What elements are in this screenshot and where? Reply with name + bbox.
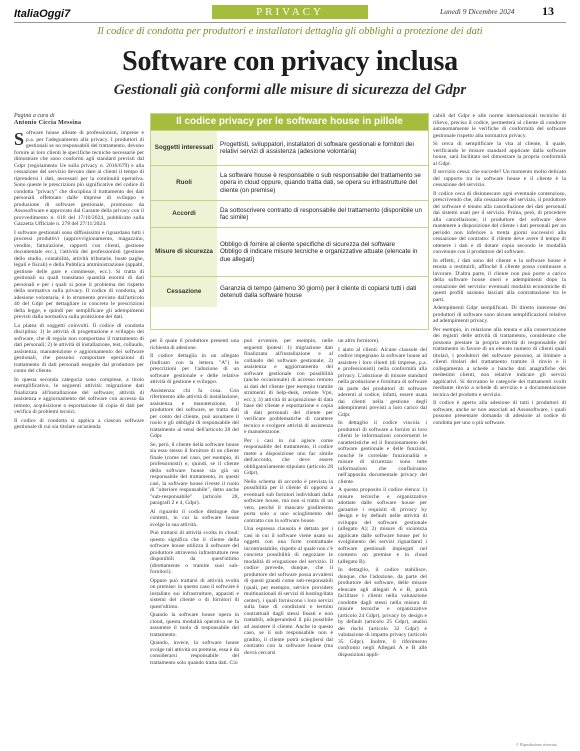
paragraph: Può trattarsi di attività svolta in cloud: questo significa che il cliente della software house utilizza il software del produttore attraverso infrastrutture rese disponibili da quest'ultimo (direttamente o tramite suoi sub-fornitori). [150, 530, 239, 575]
paragraph: Al riguardo il codice distingue due contesti, in cui la software house svolge la sua attività. [150, 508, 239, 528]
paragraph: Il codice dettaglia in un allegato (indicato con la lettera "A") le prescrizioni per l'adozione di un software gestionale e delle relative attività di gestione e sviluppo. [150, 353, 239, 385]
summary-box [150, 113, 429, 330]
paragraph: Assistenza: chi fa cosa. Con riferimento alle attività di installazione, assistenza e manutenzione, il produttore del software, se tratta dati per conto del cliente, può assumere il ruolo e gli obblighi di responsabile del trattamento ai sensi dell'articolo 28 del Gdpr. [150, 387, 239, 439]
table-row [151, 277, 428, 308]
row-value: Garanzia di tempo (almeno 30 giorni) per il cliente di copiarsi tutti i dati detenuti dalla software house [217, 277, 428, 308]
row-value: Progettisti, sviluppatori, installatori di software gestionali e fornitori dei relativi servizi di assistenza (adesione volontaria) [217, 131, 428, 166]
paragraph: Si cerca di semplificare la vita al cliente, il quale, verificando le misure standard applicate dalla software house, sarà facilitato nel dimostrare la propria conformità al Gdpr. [433, 141, 566, 167]
article-column-5 [433, 113, 566, 743]
paragraph: Il codice di condotta si applica a ciascun software gestionale di cui sia titolare un'azienda [14, 417, 144, 430]
article-column-2 [150, 338, 239, 743]
headline: Software con privacy inclusa [122, 46, 458, 77]
author-name: Antonio Ciccia Messina [14, 119, 82, 126]
paragraph: Nello schema di accordo è prevista la possibilità per il cliente di opporsi a eventuali sub fornitori individuati dalla software house, ma non si tratta di un veto, perché il mancato gradimento porta solo a uno scioglimento del contratto con la software house. [244, 478, 333, 524]
section-label: PRIVACY [212, 5, 368, 19]
row-value: La software house è responsabile o sub responsabile del trattamento se opera in cloud oppure, quando tratta dati, se opera su infrastrutture del cliente (on premise) [217, 166, 428, 201]
drop-cap: S [14, 129, 25, 149]
row-value: Da sottoscrivere contratto di responsabile del trattamento (disponibile un fac simile) [217, 201, 428, 228]
paragraph: Oppure può trattarsi di attività svolta on premise: in questo caso il software è installato sui infrastrutture, apparati e sistemi del cliente o di fornitori di quest'ultimo. [150, 577, 239, 610]
paragraph: per il quale il produttore presenti una richiesta di adesione. [150, 338, 239, 351]
paragraph: In effetti, i dati sono del cliente e la software house è tenuta a restituirli, affinché il cliente possa continuare a lavorare. D'altra parte, il cliente non può porre a carico della software house oneri e adempimenti dopo la cessazione del servizio: eventuali modalità economiche di questi profili saranno lasciati alla contrattazione tra le parti. [433, 257, 566, 303]
article-column-1 [14, 113, 144, 743]
paragraph: un altro fornitore). [338, 338, 380, 344]
paragraph: In dettaglio il codice vincola i produttori di software a fornire ai loro clienti le informazioni concernenti le caratteristiche ed il funzionamento del software gestionale e delle funzioni, nonché le correlate funzionalità e misure di sicurezza: sono tutte informazioni che confluiranno nell'apposita documentale privacy del cliente. [338, 420, 427, 485]
paragraph: I aiuto al clienti. Alcune clausole del codice impegnano la software house ad assistere i loro clienti (di imprese, p.a. e professionisti) nella conformità alla privacy. L'adozione di misure standard nella produzione e fornitura di software da parte dei produttori di software aderenti al codice, infatti, essere usata dai clienti nella gestione degli adempimenti previsti a loro carico dal Gdpr. [338, 346, 427, 418]
summary-table [151, 130, 428, 307]
paragraph: I software gestionali sono diffusissimi e riguardano tutti i processi produttivi (approvvigionamento, magazzino, vendite, fatturazione, rapporti con clienti, gestione documentale ecc.), l'attività dei professionisti (gestione dello studio, contabilità, attività tributarie, buste paghe, legali e fiscali) e della Pubblica amministrazione (appalti, gestione delle gare e commesse, ecc.). Si tratta di gestionali su quali transitano quantità enormi di dati personali e per i quali si pone il problema del rispetto della normativa sulla privacy. Il codice di condotta, ad adesione volontaria, è lo strumento previsto dall'articolo 40 del Gdpr per dettagliare in concreto le prescrizioni della legge, e quindi per semplificare gli adempimenti previsti dalla normativa sulla protezione dei dati. [14, 229, 144, 320]
subhead: Gestionali già conformi alle misure di sicurezza del Gdpr [113, 82, 467, 98]
paragraph: Per esempio, in relazione alla tenuta e alla conservazione dei registri delle attività di trattamento, considerato che possono prestare la propria attività di responsabile del trattamento in favore di un elevato numero di clienti quali titolari, i produttori del software possono, ai limitare a clienti titolari del trattamento tramite il rinvio e il collegamento a schede o banche dati anagrafiche dei medesimi clienti, non relative indicare gli servizi applicativi. Si dovranno le categorie dei trattamenti svolti mediante rinvio a schede di servizio e a documentazione tecnica del prodotto e servizio. [433, 326, 566, 398]
paragraph: Il codice è aperto alla adesione di tutti i produttori di software, anche se non associati ad Assosoftware, i quali possono presentare domanda di adesione al codice di condotta per uno o più software. [433, 400, 566, 426]
row-key: Ruoli [151, 166, 217, 201]
row-value: Obbligo di fornire al cliente specifiche di sicurezza del software Obbligo di indicare misure tecniche e organizzative attuate (elencate in due allegati) [217, 228, 428, 277]
copyright-note: © Riproduzione riservata [516, 742, 557, 747]
paragraph: A questo proposito il codice elenca: 1) misure tecniche e organizzative adottate dalle software house per garantire i requisiti di privacy by design e by default nelle attività di sviluppo del software gestionale (allegato A); 2) misure di sicurezza applicate dalle software house per lo svolgimento dei servizi riguardanti i software gestionali impiegati nel contesto on premise e in cloud (allegato B). [338, 487, 427, 565]
paragraph: In dettaglio, il codice stabilisce, dunque, che l'adozione, da parte del produttore del software, delle misure elencate agli allegati A e B, potrà facilitare i clienti nella valutazione condotte dagli stessi nella misura di misure tecniche e organizzative (articolo 24 Gdpr), privacy by design e by default (articolo 25 Gdpr), analisi dei rischi (articolo 32 Gdpr) e valutazione di impatto privacy (articolo 35 Gdpr). Inoltre, il riferimento confronto negli Allegati A e B alle disposizioni appli- [338, 567, 427, 658]
table-row [151, 201, 428, 228]
issue-date: Lunedì 9 Dicembre 2024 [440, 7, 515, 16]
table-row [151, 228, 428, 277]
article-column-4 [338, 338, 427, 743]
paragraph: può avvenire, per esempio, nelle seguenti ipotesi: 1) migrazione dati finalizzata all'installazione e al collaudo del software gestionale; 2) assistenza e aggiornamento del software gestionale con possibilità (anche occasionale) di accesso remoto ai dati del cliente (per esempio tramite strumenti di help-desk, remote Vpn, ecc.); 3) attività di acquisizione di data base del cliente e esportazione e copia di dati personali del cliente per verificare problematiche di carattere tecnico e svolgere attività di assistenza e manutenzione. [244, 338, 333, 435]
kicker: Il codice di condotta per produttori e installatori dettaglia gli obblighi a protezione dei dati [97, 26, 483, 37]
paragraph: In questa seconda categoria sono comprese, a titolo esemplificativo, le seguenti attività: migrazione dati finalizzata all'installazione del software; attività di assistenza e aggiornamento del software con accesso da remoto, acquisizione o esportazione di copia di dati per verifica di problemi tecnici. [14, 376, 144, 415]
newspaper-logo: ItaliaOggi7 [14, 8, 71, 20]
byline: Pagina a cura di [14, 113, 55, 119]
paragraph: Il codice ceca di disinnescare ogni eventuale contenzioso, prescrivendo che, alla cessazione del servizio, il produttore del software è tenuto alla cancellazione dei dati personali dai sistemi usati per il servizio. Prima, però, di procedere alla cancellazione, il produttore del software deve mantenere a disposizione del cliente i dati personali per un periodo non inferiore a trenta giorni successivi alla cessazione del contratto: il cliente deve avere il tempo di ottenere i dati e di dotare copia secondo le modalità convenute con il produttore del software. [433, 190, 566, 255]
paragraph: oftware house alleate di professionisti, imprese e p.a. per l'adeguamento alla privacy. I produttori di gestionali se no responsabili del trattamento, devono fornire ai loro clienti le specifiche tecniche necessarie per dimostrare che sono conformi agli standard previsti dal Gdpr (regolamento Ue sulla privacy n. 2016/679) e alla cessazione del servizio devono dare ai clienti il tempo di riprendersi i dati, necessari per la continuità operativa. Sono queste le prescrizioni più significative del codice di condotta "privacy" che disciplina il trattamento dei dati personali effettuato dalle imprese di sviluppo e produzione di software gestionale, promosso da Assosoftware e approvato dal Garante della privacy con il provvedimento n. 618 del 17/10/2024, pubblicato sulla Gazzetta Ufficiale n. 278 del 27/11/2024. [14, 130, 144, 227]
paragraph: Se, però, il cliente della software house sia esso stesso il fornitore di un cliente finale (come nel caso, per esempio, di professionisti) e, quindi, se il cliente della software house sia già un responsabile del trattamento, in questi casi, la software house riveste il ruolo di "ulteriore responsabile", detto anche "sub-responsabile" (articolo 28, paragrafi 2 e 4, Gdpr). [150, 441, 239, 506]
row-key: Misure di sicurezza [151, 228, 217, 277]
paragraph: Adempimenti Gdpr semplificati. Di diretto interesse dei produttori di software sono alcune semplificazioni relative ad adempimenti privacy. [433, 305, 566, 324]
paragraph: Il servizio cessa: che succede? Un momento molto delicato del rapporto tra la software house e il cliente è la cessazione del servizio. [433, 169, 566, 188]
table-row [151, 166, 428, 201]
summary-box-title: Il codice privacy per le software house in pillole [151, 114, 428, 130]
paragraph: Quando, invece, la software house svolge tali attività on premise, essa è da considerarsi responsabile del trattamento solo quando tratta dati. Ciò [150, 640, 239, 666]
paragraph: Quando la software house opera in cloud, questa modalità operativa ne fa assumere il ruolo di responsabile del trattamento. [150, 612, 239, 638]
row-key: Soggetti interessati [151, 131, 217, 166]
article-column-3 [244, 338, 333, 743]
header-divider [14, 22, 566, 23]
paragraph: Per i casi in cui agisce come responsabile del trattamento, il codice mette a disposizione uno fac simile dell'accordo, che deve essere obbligatoriamente stipulato (articolo 28 Gdpr). [244, 437, 333, 476]
row-key: Accordi [151, 201, 217, 228]
page-number: 13 [542, 4, 554, 18]
row-key: Cessazione [151, 277, 217, 308]
paragraph: cabili del Gdpr e alle norme internazionali tecniche di rilievo, precisa il codice, permetterà al cliente di condurre autonomamente le verifiche di conformità del software gestionale rispetto alla normativa privacy. [433, 113, 566, 139]
paragraph: Una espressa clausola è dettata per i casi in cui il software viene usato su oggetti con una forte contrattuale incontrastabile, rispetto al quale non c'è concreta possibilità di negoziare le modalità di erogazione del servizio. Il codice prevede, dunque, che il produttore del software possa avvalersi di questi grandi come sub-responsabili (quali, per esempio, service providers multinazionali di servizi di hosting/data center), i quali forniscono i loro servizi sulla base di condizioni e termini contrattuali dagli stessi fissati e non trattabili, adoperandosi il più possibile ad assistere il cliente. Anche in questo caso, se il sub responsabile non è gradito, il cliente potrà sciegliersi dal contratto con la software house (ma dovrà cercarsi [244, 526, 333, 656]
table-row [151, 131, 428, 166]
paragraph: La platea di soggetti coinvolti. Il codice di condotta disciplina: 1) le attività di progettazione e sviluppo dei software, che di regola non comportano il trattamento di dati personali; 2) le attività di installazione, test, collaudo, assistenza, manutenzione e aggiornamento dei software gestionali, che possono comportare operazioni di trattamento di dati personali eseguite dal produttore per conto del cliente. [14, 322, 144, 374]
